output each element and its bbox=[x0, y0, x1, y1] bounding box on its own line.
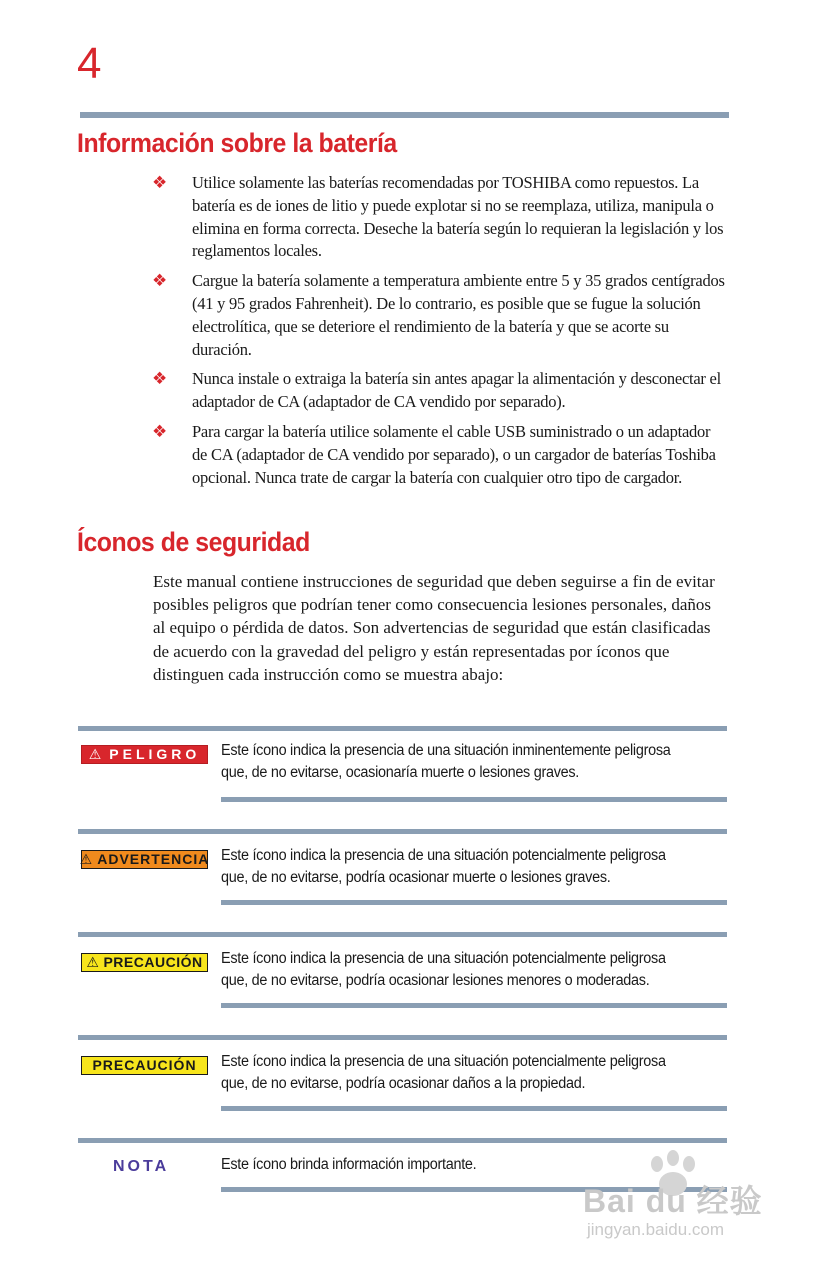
bullet-text: Cargue la batería solamente a temperatura ambiente entre 5 y 35 grados centígrados (41 y 95 grados Fahrenheit). De lo contrario, es posible que se fugue la solución electrolítica, que se deteriore el rendimiento de la batería y que se acorte su duración. bbox=[192, 271, 725, 359]
baidu-watermark bbox=[583, 1150, 783, 1250]
nota-label: NOTA bbox=[113, 1158, 170, 1175]
diamond-bullet-icon: ❖ bbox=[152, 369, 167, 390]
block-top-rule bbox=[78, 829, 727, 834]
peligro-badge bbox=[81, 745, 208, 764]
block-top-rule bbox=[78, 1138, 727, 1143]
block-top-rule bbox=[78, 726, 727, 731]
icon-description: Este ícono brinda información importante. bbox=[221, 1156, 477, 1173]
precaucion-badge bbox=[81, 953, 208, 972]
icon-description: Este ícono indica la presencia de una situación potencialmente peligrosa que, de no evitarse, podría ocasionar lesiones menores o moderadas. bbox=[221, 950, 666, 989]
block-bottom-rule bbox=[221, 797, 727, 802]
icon-description: Este ícono indica la presencia de una situación potencialmente peligrosa que, de no evitarse, podría ocasionar muerte o lesiones graves. bbox=[221, 847, 666, 886]
block-top-rule bbox=[78, 932, 727, 937]
watermark-brand: Bai du 经验 bbox=[583, 1183, 763, 1219]
block-bottom-rule bbox=[221, 1003, 727, 1008]
advertencia-badge bbox=[81, 850, 208, 869]
diamond-bullet-icon: ❖ bbox=[152, 271, 167, 292]
bullet-item bbox=[152, 172, 727, 263]
icon-description: Este ícono indica la presencia de una situación inminentemente peligrosa que, de no evitarse, ocasionaría muerte o lesiones graves. bbox=[221, 742, 671, 781]
warning-triangle-icon: ⚠ bbox=[88, 746, 106, 762]
badge-label: ADVERTENCIA bbox=[97, 851, 210, 867]
block-top-rule bbox=[78, 1035, 727, 1040]
diamond-bullet-icon: ❖ bbox=[152, 173, 167, 193]
bullet-item bbox=[152, 368, 727, 414]
badge-label: PRECAUCIÓN bbox=[103, 954, 203, 970]
bullet-text: Utilice solamente las baterías recomendadas por TOSHIBA como repuestos. La batería es de iones de litio y puede explotar si no se reemplaza, utiliza, manipula o elimina en forma correcta. Deseche la batería según lo requieran la legislación y los reglamentos locales. bbox=[192, 173, 724, 261]
precaucion-property-badge bbox=[81, 1056, 208, 1075]
watermark-url: jingyan.baidu.com bbox=[587, 1220, 725, 1239]
bullet-text: Para cargar la batería utilice solamente el cable USB suministrado o un adaptador de CA (adaptador de CA vendido por separado), o un cargador de baterías Toshiba opcional. Nunca trate de cargar la batería con cualquier otro tipo de cargador. bbox=[192, 421, 716, 487]
header-rule bbox=[80, 112, 729, 118]
diamond-bullet-icon: ❖ bbox=[152, 421, 167, 442]
bullet-text: Nunca instale o extraiga la batería sin antes apagar la alimentación y desconectar el adaptador de CA (adaptador de CA vendido por separado). bbox=[192, 369, 721, 412]
block-bottom-rule bbox=[221, 900, 727, 905]
bullet-item bbox=[152, 270, 727, 361]
battery-bullet-list bbox=[152, 172, 727, 496]
icon-description: Este ícono indica la presencia de una situación potencialmente peligrosa que, de no evitarse, podría ocasionar daños a la propiedad. bbox=[221, 1053, 666, 1092]
badge-label: PELIGRO bbox=[109, 746, 201, 762]
page-number: 4 bbox=[77, 39, 102, 88]
block-bottom-rule bbox=[221, 1106, 727, 1111]
safety-intro-paragraph: Este manual contiene instrucciones de seguridad que deben seguirse a fin de evitar posibles peligros que podrían tener como consecuencia lesiones personales, daños al equipo o pérdida de datos. Son advertencias de seguridad que están clasificadas de acuerdo con la gravedad del peligro y están representadas por íconos que distinguen cada instrucción como se muestra abajo: bbox=[153, 572, 715, 684]
warning-triangle-icon: ⚠ bbox=[79, 851, 94, 867]
badge-label: PRECAUCIÓN bbox=[92, 1057, 197, 1073]
battery-section-heading: Información sobre la batería bbox=[77, 128, 397, 158]
safety-section-heading: Íconos de seguridad bbox=[77, 527, 310, 557]
bullet-item bbox=[152, 421, 727, 489]
warning-triangle-icon: ⚠ bbox=[86, 954, 100, 970]
